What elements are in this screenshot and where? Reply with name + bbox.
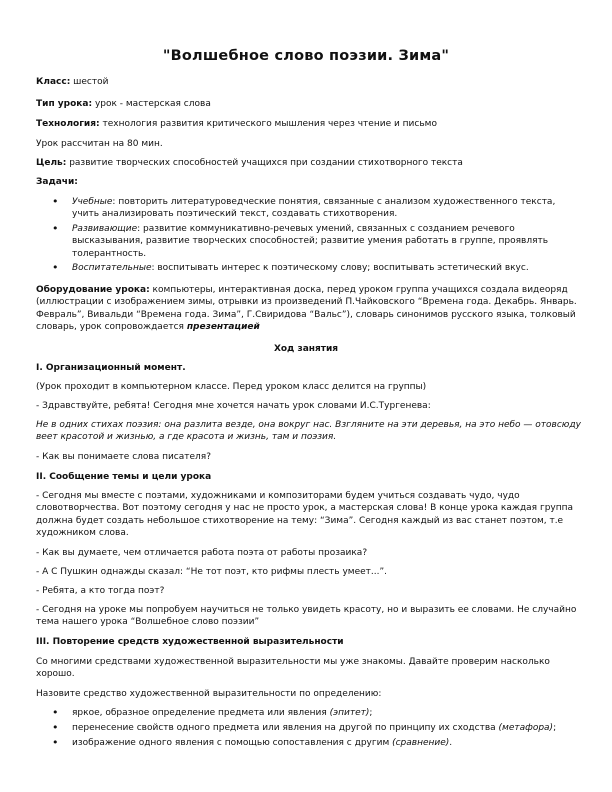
duration-line: Урок рассчитан на 80 мин. (36, 139, 163, 149)
lesson-type-label: Тип урока: (36, 99, 93, 109)
equipment-paragraph (36, 284, 584, 333)
lesson-type-line (36, 98, 584, 110)
section2-paragraph: - Сегодня мы вместе с поэтами, художниками и композиторами будем учиться создавать чудо, чудо словотворчества. Вот поэтому сегодня у нас не просто урок, а мастерская слова! В конце урока каждая группа должна будет создать небольшое стихотворение на тему: “Зима”. Сегодня каждый из вас станет поэтом, т.е художником слова. (36, 491, 574, 538)
section1-paragraph: (Урок проходит в компьютерном классе. Перед уроком класс делится на группы) (36, 382, 427, 392)
technology-label: Технология: (36, 119, 100, 129)
device-definition: изображение одного явления с помощью сопоставления с другим (72, 737, 393, 748)
section3-paragraph: Со многими средствами художественной выразительности мы уже знакомы. Давайте проверим насколько хорошо. (36, 657, 550, 680)
device-punct: ; (369, 708, 373, 718)
device-punct: ; (553, 722, 557, 733)
section3-paragraph: Назовите средство художественной выразительности по определению: (36, 689, 382, 699)
document-title: "Волшебное слово поэзии. Зима" (162, 48, 450, 64)
section1-paragraph: - Здравствуйте, ребята! Сегодня мне хочется начать урок словами И.С.Тургенева: (36, 401, 431, 411)
list-item (52, 262, 572, 274)
list-item (52, 223, 572, 260)
equipment-emphasis: презентацией (186, 321, 260, 332)
list-item (52, 737, 572, 749)
section2-paragraph: - Сегодня на уроке мы попробуем научиться не только увидеть красоту, но и выразить ее словами. Не случайно тема нашего урока “Волшебное слово поэзии” (36, 605, 577, 628)
device-definition: перенесение свойств одного предмета или явления на другой по принципу их сходства (72, 722, 499, 733)
task-label: Воспитательные (72, 263, 152, 274)
list-item (52, 707, 572, 719)
device-term: (метафора) (498, 722, 554, 733)
technology-value: технология развития критического мышления через чтение и письмо (99, 119, 437, 129)
task-label: Развивающие (72, 224, 138, 235)
tasks-list (52, 196, 572, 277)
task-text: : развитие коммуникативно-речевых умений, связанных с созданием речевого высказывания, развитие творческих способностей; развитие умения работать в группе, проявлять толерантность. (72, 224, 549, 259)
equipment-label: Оборудование урока: (36, 285, 150, 295)
task-text: : воспитывать интерес к поэтическому слову; воспитывать эстетический вкус. (151, 263, 529, 274)
device-term: (сравнение) (392, 737, 450, 748)
device-term: (эпитет) (329, 708, 370, 718)
section3-heading: III. Повторение средств художественной выразительности (36, 637, 344, 647)
equipment-text: компьютеры, интерактивная доска, перед уроком группа учащихся создала видеоряд (иллюстрации с изображением зимы, отрывки из произведений П.Чайковского “Времена года. Декабрь. Январь. Февраль”, Вивальди “Времена года. Зима”, Г.Свиридова “Вальс”), словарь синонимов русского языка, толковый словарь, урок сопровождается (36, 285, 577, 332)
devices-list (52, 707, 572, 751)
goal-line (36, 157, 584, 169)
turgenev-quote: Не в одних стихах поэзия: она разлита везде, она вокруг нас. Взгляните на эти деревья, на это небо — отовсюду веет красотой и жизнью, а где красота и жизнь, там и поэзия. (36, 420, 581, 443)
goal-value: развитие творческих способностей учащихся при создании стихотворного текста (66, 158, 463, 168)
class-line (36, 76, 584, 88)
list-item (52, 722, 572, 734)
course-heading: Ход занятия (273, 344, 339, 354)
section2-heading: II. Сообщение темы и цели урока (36, 472, 212, 482)
section2-paragraph: - Ребята, а кто тогда поэт? (36, 586, 165, 596)
section1-heading: I. Организационный момент. (36, 363, 186, 373)
section2-paragraph: - Как вы думаете, чем отличается работа поэта от работы прозаика? (36, 548, 368, 558)
class-label: Класс: (36, 77, 71, 87)
class-value: шестой (70, 77, 109, 87)
task-text: : повторить литературоведческие понятия, связанные с анализом художественного текста, учить анализировать поэтический текст, создавать стихотворения. (72, 197, 556, 220)
technology-line (36, 118, 584, 130)
tasks-heading: Задачи: (36, 177, 78, 187)
device-definition: яркое, образное определение предмета или явления (72, 708, 330, 718)
list-item (52, 196, 572, 221)
section2-paragraph: - А С Пушкин однажды сказал: “Не тот поэт, кто рифмы плесть умеет...”. (36, 567, 388, 577)
lesson-type-value: урок - мастерская слова (92, 99, 211, 109)
device-punct: . (449, 737, 453, 748)
task-label: Учебные (72, 197, 113, 207)
goal-label: Цель: (36, 158, 67, 168)
section1-paragraph: - Как вы понимаете слова писателя? (36, 452, 211, 462)
